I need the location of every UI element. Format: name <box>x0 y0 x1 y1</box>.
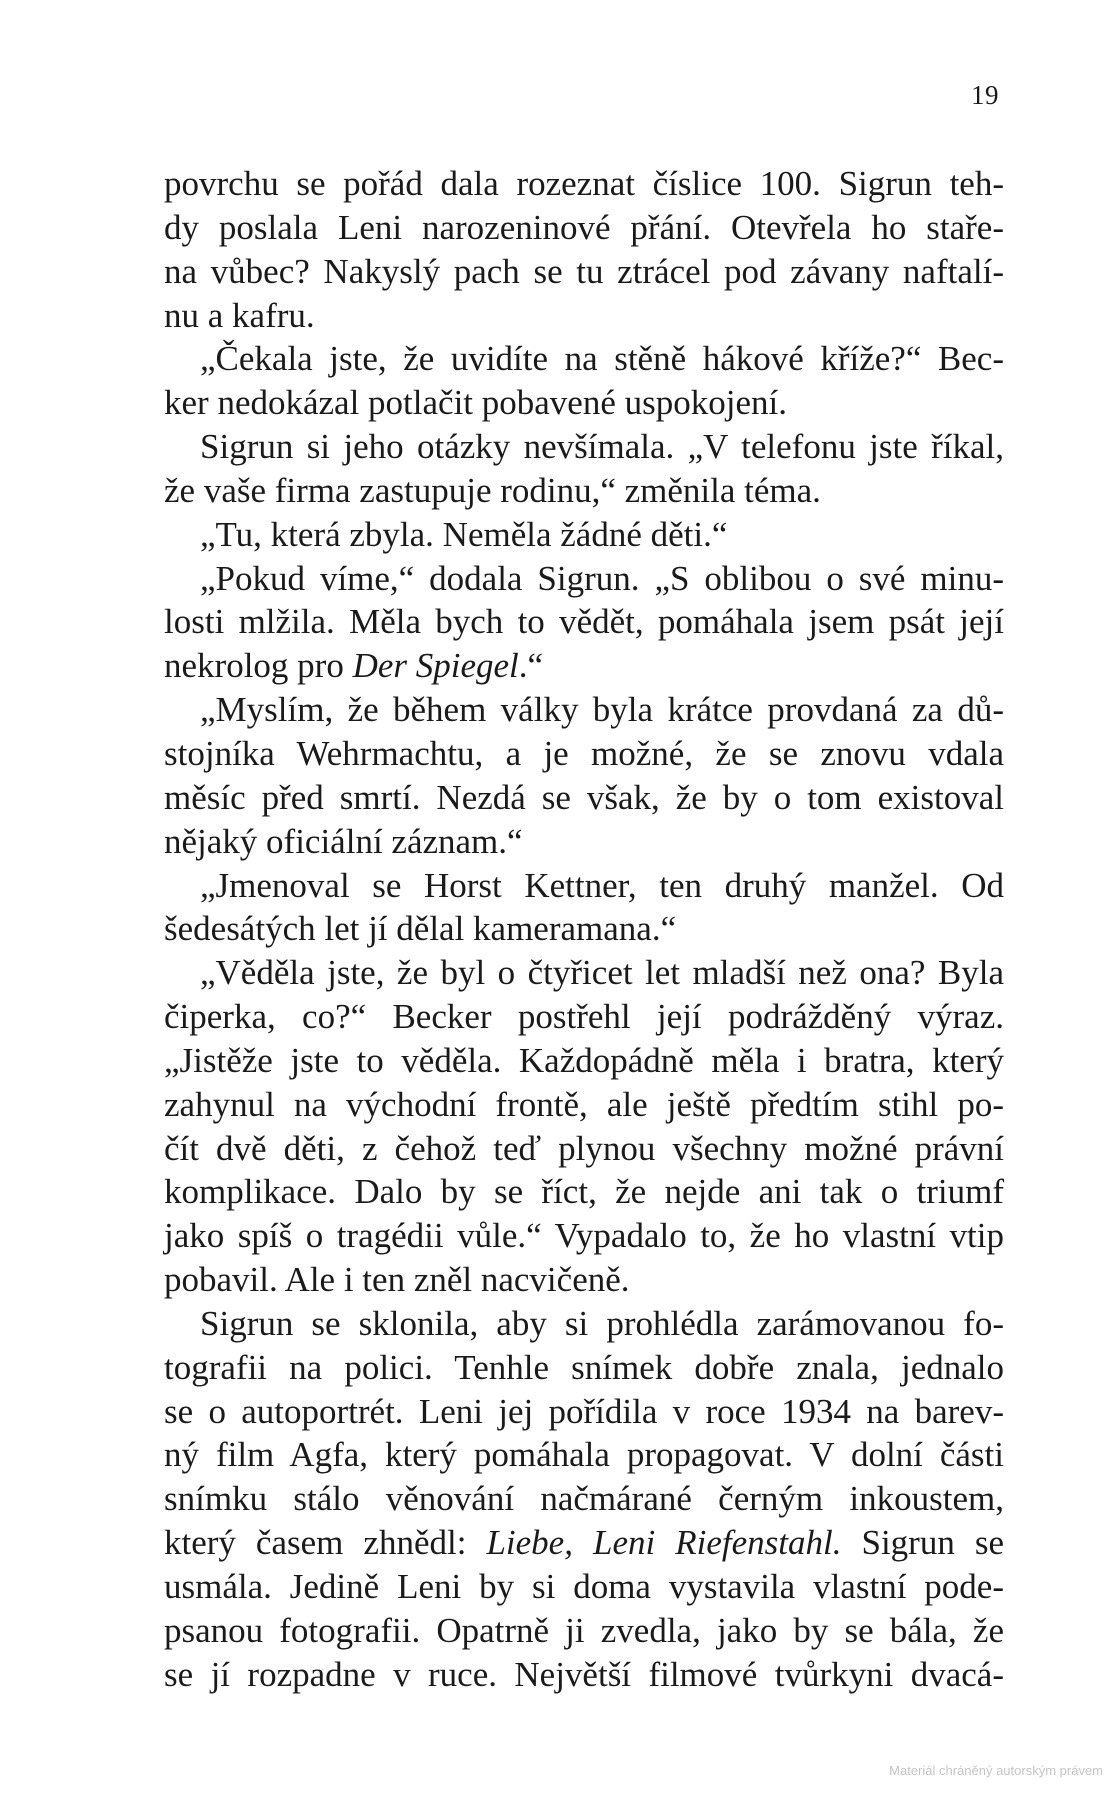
text-line: tografii na polici. Tenhle snímek dobře znala, jednalo <box>164 1347 1004 1387</box>
text-line: měsíc před smrtí. Nezdá se však, že by o tom existoval <box>164 777 1004 817</box>
text-line: na vůbec? Nakyslý pach se tu ztrácel pod závany naftalí- <box>164 251 1004 291</box>
text-line: komplikace. Dalo by se říct, že nejde ani tak o triumf <box>164 1172 1004 1212</box>
text-line: dy poslala Leni narozeninové přání. Otevřela ho staře- <box>164 207 1004 247</box>
text-line: nějaký oficiální záznam.“ <box>164 821 523 861</box>
body-text <box>164 162 1004 1697</box>
text-line: snímku stálo věnování načmárané černým inkoustem, <box>164 1479 1004 1519</box>
text-line: čít dvě děti, z čehož teď plynou všechny možné právní <box>164 1128 1004 1168</box>
text-line: se jí rozpadne v ruce. Největší filmové tvůrkyni dvacá- <box>164 1654 1004 1694</box>
text-line: šedesátých let jí dělal kameramana.“ <box>164 909 677 949</box>
text-line: „Jmenoval se Horst Kettner, ten druhý manžel. Od <box>200 865 1004 905</box>
text-line: ný film Agfa, který pomáhala propagovat. V dolní části <box>164 1435 1004 1475</box>
text-line: se o autoportrét. Leni jej pořídila v roce 1934 na barev- <box>164 1391 1004 1431</box>
text-line: čiperka, co?“ Becker postřehl její podrážděný výraz. <box>164 997 1004 1037</box>
text-line: „Věděla jste, že byl o čtyřicet let mladší než ona? Byla <box>200 953 1004 993</box>
text-line: „Tu, která zbyla. Neměla žádné děti.“ <box>200 514 728 554</box>
text-line: který časem zhnědl: Liebe, Leni Riefenstahl. Sigrun se <box>164 1523 1004 1563</box>
text-line: nekrolog pro Der Spiegel.“ <box>164 646 544 686</box>
text-line: losti mlžila. Měla bych to vědět, pomáhala jsem psát její <box>164 602 1004 642</box>
text-line: Sigrun se sklonila, aby si prohlédla zarámovanou fo- <box>200 1303 1004 1343</box>
page-number: 19 <box>971 80 999 110</box>
text-line: povrchu se pořád dala rozeznat číslice 100. Sigrun teh- <box>164 164 1004 203</box>
text-line: jako spíš o tragédii vůle.“ Vypadalo to, že ho vlastní vtip <box>164 1216 1004 1256</box>
text-line: „Myslím, že během války byla krátce provdaná za dů- <box>200 690 1004 730</box>
copyright-watermark: Materiál chráněný autorským právem <box>889 1763 1103 1778</box>
text-line: „Čekala jste, že uvidíte na stěně hákové kříže?“ Bec- <box>200 339 1004 379</box>
text-line: Sigrun si jeho otázky nevšímala. „V telefonu jste říkal, <box>200 427 1004 467</box>
text-line: „Jistěže jste to věděla. Každopádně měla i bratra, který <box>164 1040 1004 1080</box>
text-line: zahynul na východní frontě, ale ještě předtím stihl po- <box>164 1084 1004 1124</box>
text-line: nu a kafru. <box>164 295 315 335</box>
text-line: usmála. Jedině Leni by si doma vystavila vlastní pode- <box>164 1567 1004 1606</box>
text-line: pobavil. Ale i ten zněl nacvičeně. <box>164 1260 630 1300</box>
text-line: „Pokud víme,“ dodala Sigrun. „S oblibou o své minu- <box>200 558 1004 598</box>
italic-title: Der Spiegel <box>352 646 519 686</box>
text-line: ker nedokázal potlačit pobavené uspokojení. <box>164 383 787 423</box>
text-line: že vaše firma zastupuje rodinu,“ změnila téma. <box>164 470 821 510</box>
italic-title: Liebe, Leni Riefenstahl. <box>486 1523 842 1563</box>
text-line: psanou fotografii. Opatrně ji zvedla, jako by se bála, že <box>164 1610 1004 1650</box>
text-line: stojníka Wehrmachtu, a je možné, že se znovu vdala <box>164 733 1004 773</box>
